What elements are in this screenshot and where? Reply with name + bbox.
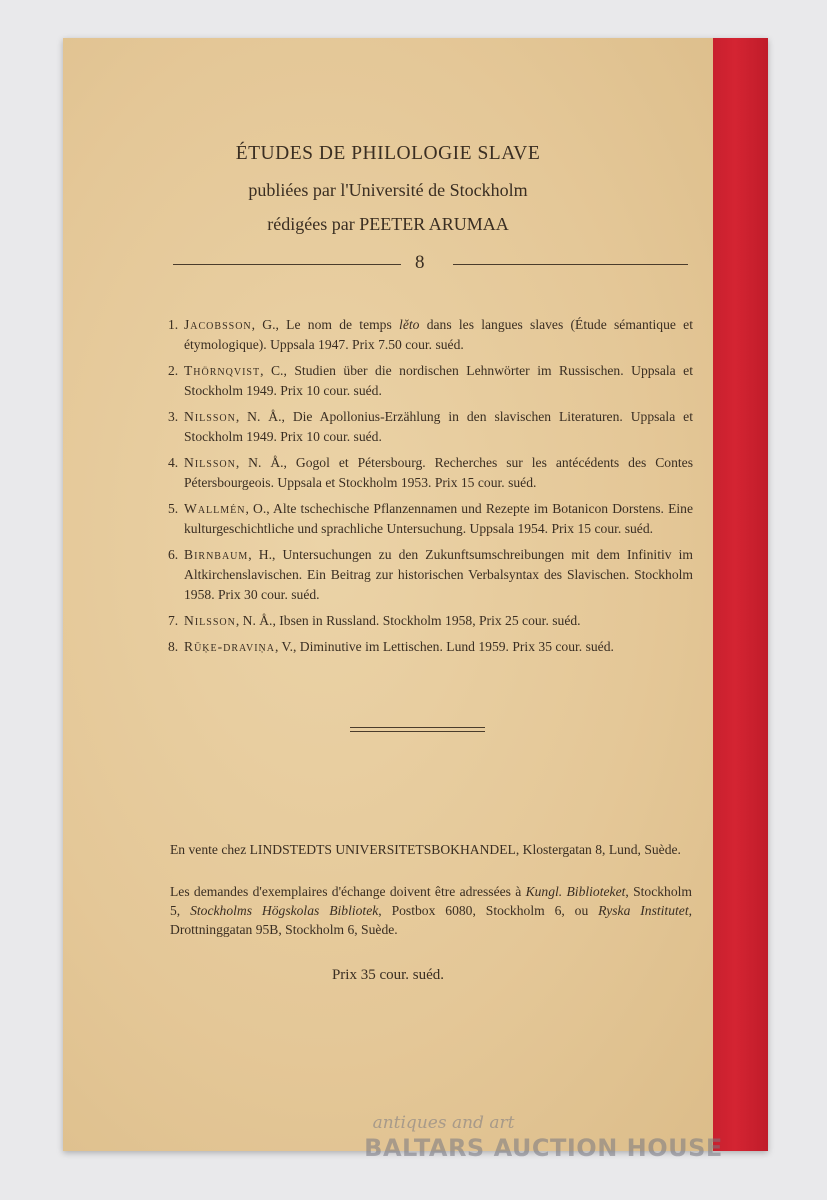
item-text: , N. Å., Die Apollonius-Erzählung in den slavischen Literaturen. Uppsala et Stockholm 1949. Prix 10 cour. suéd. — [184, 409, 693, 444]
author: Rūķe-draviņa — [184, 639, 275, 654]
cover-paper — [63, 38, 713, 1151]
double-rule-top — [350, 727, 485, 728]
item-number: 3. — [168, 409, 179, 424]
author: Nilsson — [184, 613, 236, 628]
list-item — [168, 407, 693, 447]
exchange-text: , Stockholm 5, — [170, 884, 692, 918]
divider-left — [173, 264, 401, 265]
list-item — [168, 637, 693, 657]
watermark-tagline: antiques and art — [372, 1113, 515, 1133]
exchange-text: , Drottninggatan 95B, Stockholm 6, Suède. — [170, 903, 692, 937]
book-back-cover — [63, 38, 768, 1151]
sale-notice: En vente chez LINDSTEDTS UNIVERSITETSBOKHANDEL, Klostergatan 8, Lund, Suède. — [170, 842, 681, 857]
publication-list — [168, 315, 693, 663]
item-number: 2. — [168, 363, 179, 378]
list-item — [168, 611, 693, 631]
author: Wallmén — [184, 501, 246, 516]
item-text: , N. Å., Ibsen in Russland. Stockholm 1958, Prix 25 cour. suéd. — [235, 613, 581, 628]
item-number: 8. — [168, 639, 179, 654]
author: Nilsson — [184, 455, 236, 470]
item-number: 6. — [168, 547, 179, 562]
divider-right — [453, 264, 688, 265]
item-number: 1. — [168, 317, 179, 332]
author: Nilsson — [184, 409, 236, 424]
item-text: dans les langues slaves (Étude sémantique et étymologique). Uppsala 1947. Prix 7.50 cour. suéd. — [184, 317, 693, 352]
library-name: Ryska Institutet — [598, 903, 689, 918]
author: Birnbaum — [184, 547, 249, 562]
publisher-line: publiées par l'Université de Stockholm — [248, 180, 528, 200]
author: Thörnqvist — [184, 363, 261, 378]
red-spine — [713, 38, 768, 1151]
item-number: 5. — [168, 501, 179, 516]
library-name: Kungl. Biblioteket — [525, 884, 626, 899]
item-number: 4. — [168, 455, 179, 470]
list-item — [168, 453, 693, 493]
editor-line: rédigées par PEETER ARUMAA — [267, 214, 509, 234]
price: Prix 35 cour. suéd. — [331, 967, 445, 983]
exchange-text: , Postbox 6080, Stockholm 6, ou — [378, 903, 599, 918]
item-text: , N. Å., Gogol et Pétersbourg. Recherches sur les antécédents des Contes Pétersbourgeois. Uppsala et Stockholm 1953. Prix 15 cour. suéd. — [184, 455, 693, 490]
library-name: Stockholms Högskolas Bibliotek — [190, 903, 379, 918]
series-title: ÉTUDES DE PHILOLOGIE SLAVE — [235, 143, 541, 164]
volume-number: 8 — [415, 252, 425, 273]
list-item — [168, 545, 693, 605]
item-italic: lěto — [399, 317, 420, 332]
exchange-notice — [170, 882, 692, 939]
list-item — [168, 361, 693, 401]
item-text: , H., Untersuchungen zu den Zukunftsumschreibungen mit dem Infinitiv im Altkirchenslavischen. Ein Beitrag zur historischen Verbalsyntax des Slavischen. Stockholm 1958. Prix 30 cour. suéd. — [184, 547, 693, 602]
item-text: , C., Studien über die nordischen Lehnwörter im Russischen. Uppsala et Stockholm 1949. Prix 10 cour. suéd. — [184, 363, 693, 398]
watermark-logo: BALTARS AUCTION HOUSE — [364, 1134, 723, 1162]
double-rule-bottom — [350, 731, 485, 732]
item-text: , O., Alte tschechische Pflanzennamen und Rezepte im Botanicon Dorstens. Eine kulturgeschichtliche und sprachliche Untersuchung. Uppsala 1954. Prix 15 cour. suéd. — [184, 501, 693, 536]
exchange-text: Les demandes d'exemplaires d'échange doivent être adressées à — [170, 884, 526, 899]
item-text: , V., Diminutive im Lettischen. Lund 1959. Prix 35 cour. suéd. — [274, 639, 614, 654]
item-text: , G., Le nom de temps — [251, 317, 400, 332]
item-number: 7. — [168, 613, 179, 628]
list-item — [168, 499, 693, 539]
author: Jacobsson — [184, 317, 252, 332]
list-item — [168, 315, 693, 355]
